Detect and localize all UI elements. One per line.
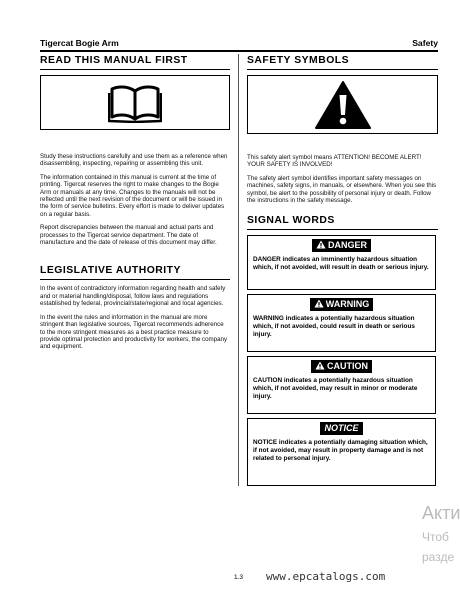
header-rule [40,50,438,52]
book-symbol-box [40,75,230,130]
symbols-paragraph-2: The safety alert symbol identifies important safety messages on machines, safety signs, in manuals, or elsewhere. When you see this symbol, be alert to the possibility of personal injury or death. Follow the instructions in the safety message. [247,174,437,205]
activation-overlay-line-2: Чтоб [422,530,449,544]
legislative-paragraph-1: In the event of contradictory information regarding health and safety and or material handling/disposal, follow laws and regulations established by federal, provincial/state/regional and local agencies. [40,285,226,308]
caution-text: CAUTION indicates a potentially hazardous situation which, if not avoided, may result in minor or moderate injury. [253,377,418,401]
signal-words-heading: SIGNAL WORDS [247,214,438,230]
safety-symbols-heading: SAFETY SYMBOLS [247,54,438,70]
alert-triangle-icon [316,240,326,249]
read-paragraph-1: Study these instructions carefully and use them as a reference when disassembling, inspecting, repairing or assembling this unit. [40,153,228,168]
notice-box [247,418,436,486]
read-paragraph-3: Report discrepancies between the manual and actual parts and processes to the Tigercat service department. The date of manufacture and the date of release of this document may differ. [40,224,217,247]
danger-text: DANGER indicates an imminently hazardous situation which, if not avoided, will result in death or serious injury. [253,256,429,272]
column-divider [238,54,239,486]
read-paragraph-2: The information contained in this manual is current at the time of printing. Tigercat reserves the right to make changes to the Bogie Arm or manuals at any time. Changes to the manuals will not be reflected until the next revision of the document or will be issued in the form of service bulletins. Every effort is made to deliver updates on a regular basis. [40,173,225,218]
open-book-icon [108,83,162,123]
section-name: Safety [412,38,438,48]
alert-triangle-icon [315,361,325,370]
danger-label [312,239,371,252]
warning-text: WARNING indicates a potentially hazardous situation which, if not avoided, could result in death or serious injury. [253,315,415,339]
safety-alert-triangle-icon [314,80,372,130]
activation-overlay-line-1: Акти [422,503,460,523]
notice-label: NOTICE [320,422,362,435]
document-title: Tigercat Bogie Arm [40,38,119,48]
warning-label-text: WARNING [325,299,370,310]
legislative-heading: LEGISLATIVE AUTHORITY [40,264,230,280]
danger-label-text: DANGER [327,240,367,251]
activation-overlay-line-3: разде [422,550,455,564]
alert-symbol-box [247,75,438,134]
left-column [40,54,230,351]
notice-text: NOTICE indicates a potentially damaging situation which, if not avoided, may result in property damage and is not related to personal injury. [253,439,428,463]
caution-label [311,360,372,373]
page-number: 1.3 [234,574,244,581]
legislative-paragraph-2: In the event the rules and information in the manual are more stringent than legislative sources, Tigercat recommends adherence to the more stringent measures as a best practice measure to provide optimal protection and productivity for workers, the company and equipment. [40,313,228,351]
warning-label [310,298,374,311]
watermark-link[interactable]: www.epcatalogs.com [266,570,386,583]
symbols-paragraph-1: This safety alert symbol means ATTENTION! BECOME ALERT! YOUR SAFETY IS INVOLVED! [247,154,422,169]
read-manual-heading: READ THIS MANUAL FIRST [40,54,230,70]
alert-triangle-icon [314,299,324,308]
caution-label-text: CAUTION [327,361,368,372]
danger-box [247,235,436,290]
caution-box [247,356,436,414]
warning-box [247,294,436,352]
right-column [247,54,438,486]
